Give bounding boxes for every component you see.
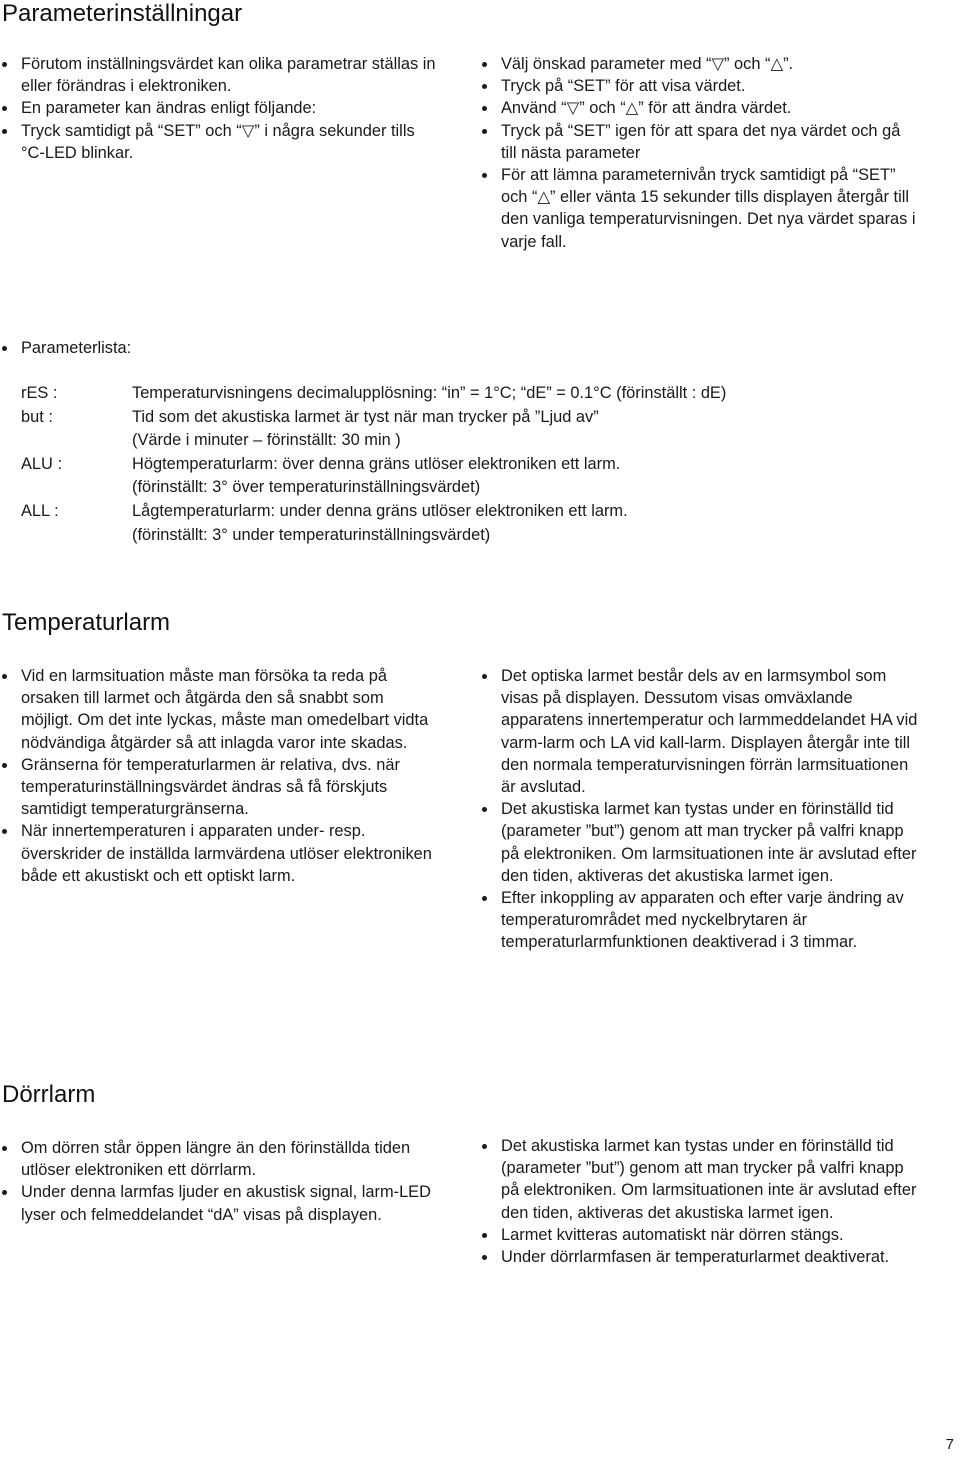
parameter-description: (Värde i minuter – förinställt: 30 min ) — [132, 431, 401, 450]
parameter-description: Temperaturvisningens decimalupplösning: “in” = 1°C; “dE” = 0.1°C (förinställt : dE) — [132, 384, 727, 402]
parameter-code — [21, 524, 132, 548]
section-title-dorrlarm: Dörrlarm — [2, 1081, 96, 1108]
list-item: Det akustiska larmet kan tystas under en förinställd tid (parameter ”but”) genom att man trycker på valfri knapp på elektroniken. Om larmsituationen inte är avslutad efter den tiden, aktiveras det akustiska larmet igen. — [480, 1135, 920, 1224]
parameter-row — [21, 500, 726, 524]
list-item: Under denna larmfas ljuder en akustisk signal, larm-LED lyser och felmeddelandet “dA” visas på displayen. — [0, 1181, 440, 1225]
parameter-code — [21, 476, 132, 500]
door-alarm-right-list — [480, 1135, 920, 1268]
list-item: Efter inkoppling av apparaten och efter varje ändring av temperaturområdet med nyckelbrytaren är temperaturlarmfunktionen deaktiverad i 3 timmar. — [480, 887, 920, 954]
parameter-steps-list — [480, 53, 920, 253]
parameter-row — [21, 524, 726, 548]
parameter-code: ALL : — [21, 501, 59, 520]
temperature-alarm-right-list — [480, 665, 920, 954]
list-item: En parameter kan ändras enligt följande: — [0, 97, 440, 119]
parameter-list-heading: Parameterlista: — [0, 337, 440, 359]
list-item: Under dörrlarmfasen är temperaturlarmet deaktiverat. — [480, 1246, 920, 1268]
parameter-code: rES : — [21, 384, 58, 402]
section-title-parameterinstallningar: Parameterinställningar — [2, 0, 243, 27]
door-alarm-left-list — [0, 1137, 440, 1226]
list-item: Välj önskad parameter med “▽” och “△”. — [480, 53, 920, 75]
section-title-temperaturlarm: Temperaturlarm — [2, 609, 171, 636]
list-item: Tryck på “SET” för att visa värdet. — [480, 75, 920, 97]
list-item: Förutom inställningsvärdet kan olika parametrar ställas in eller förändras i elektroniken. — [0, 53, 440, 97]
list-item: För att lämna parameternivån tryck samtidigt på “SET” och “△” eller vänta 15 sekunder tills displayen återgår till den vanliga temperaturvisningen. Det nya värdet sparas i varje fall. — [480, 164, 920, 253]
parameter-row — [21, 382, 726, 406]
list-item: Det optiska larmet består dels av en larmsymbol som visas på displayen. Dessutom visas omväxlande apparatens innertemperatur och larmmeddelandet HA vid varm-larm och LA vid kall-larm. Displayen återgår inte till den normala temperaturvisningen förrän larmsituationen är avslutad. — [480, 665, 920, 798]
parameter-description: (förinställt: 3° över temperaturinställningsvärdet) — [132, 478, 481, 497]
parameter-description: Tid som det akustiska larmet är tyst när man trycker på ”Ljud av” — [132, 407, 599, 426]
list-item: Tryck på “SET” igen för att spara det nya värdet och gå till nästa parameter — [480, 120, 920, 164]
list-item: Larmet kvitteras automatiskt när dörren stängs. — [480, 1224, 920, 1246]
list-item: Vid en larmsituation måste man försöka ta reda på orsaken till larmet och åtgärda den så snabbt som möjligt. Om det inte lyckas, måste man omedelbart vidta nödvändiga åtgärder så att inlagda varor inte skadas. — [0, 665, 440, 754]
parameter-description: Högtemperaturlarm: över denna gräns utlöser elektroniken ett larm. — [132, 454, 621, 473]
parameter-table — [21, 382, 726, 547]
list-item: Gränserna för temperaturlarmen är relativa, dvs. när temperaturinställningsvärdet ändras så få förskjuts samtidigt temperaturgränserna. — [0, 754, 440, 821]
parameter-row — [21, 406, 726, 430]
parameter-code — [21, 429, 132, 453]
parameter-intro-list — [0, 53, 440, 164]
temperature-alarm-left-list — [0, 665, 440, 887]
page-number: 7 — [945, 1436, 954, 1453]
parameter-code: but : — [21, 407, 53, 426]
parameter-description: Lågtemperaturlarm: under denna gräns utlöser elektroniken ett larm. — [132, 501, 628, 520]
parameter-row — [21, 476, 726, 500]
list-item: Använd “▽” och “△” för att ändra värdet. — [480, 97, 920, 119]
parameter-description: (förinställt: 3° under temperaturinställningsvärdet) — [132, 525, 491, 544]
parameter-code: ALU : — [21, 454, 62, 473]
list-item: Tryck samtidigt på “SET” och “▽” i några sekunder tills °C-LED blinkar. — [0, 120, 440, 164]
parameter-row — [21, 453, 726, 477]
list-item: Det akustiska larmet kan tystas under en förinställd tid (parameter ”but”) genom att man trycker på valfri knapp på elektroniken. Om larmsituationen inte är avslutad efter den tiden, aktiveras det akustiska larmet igen. — [480, 798, 920, 887]
list-item: När innertemperaturen i apparaten under- resp. överskrider de inställda larmvärdena utlöser elektroniken både ett akustiskt och ett optiskt larm. — [0, 820, 440, 887]
parameter-row — [21, 429, 726, 453]
parameter-list-heading-list — [0, 337, 440, 359]
list-item: Om dörren står öppen längre än den förinställda tiden utlöser elektroniken ett dörrlarm. — [0, 1137, 440, 1181]
